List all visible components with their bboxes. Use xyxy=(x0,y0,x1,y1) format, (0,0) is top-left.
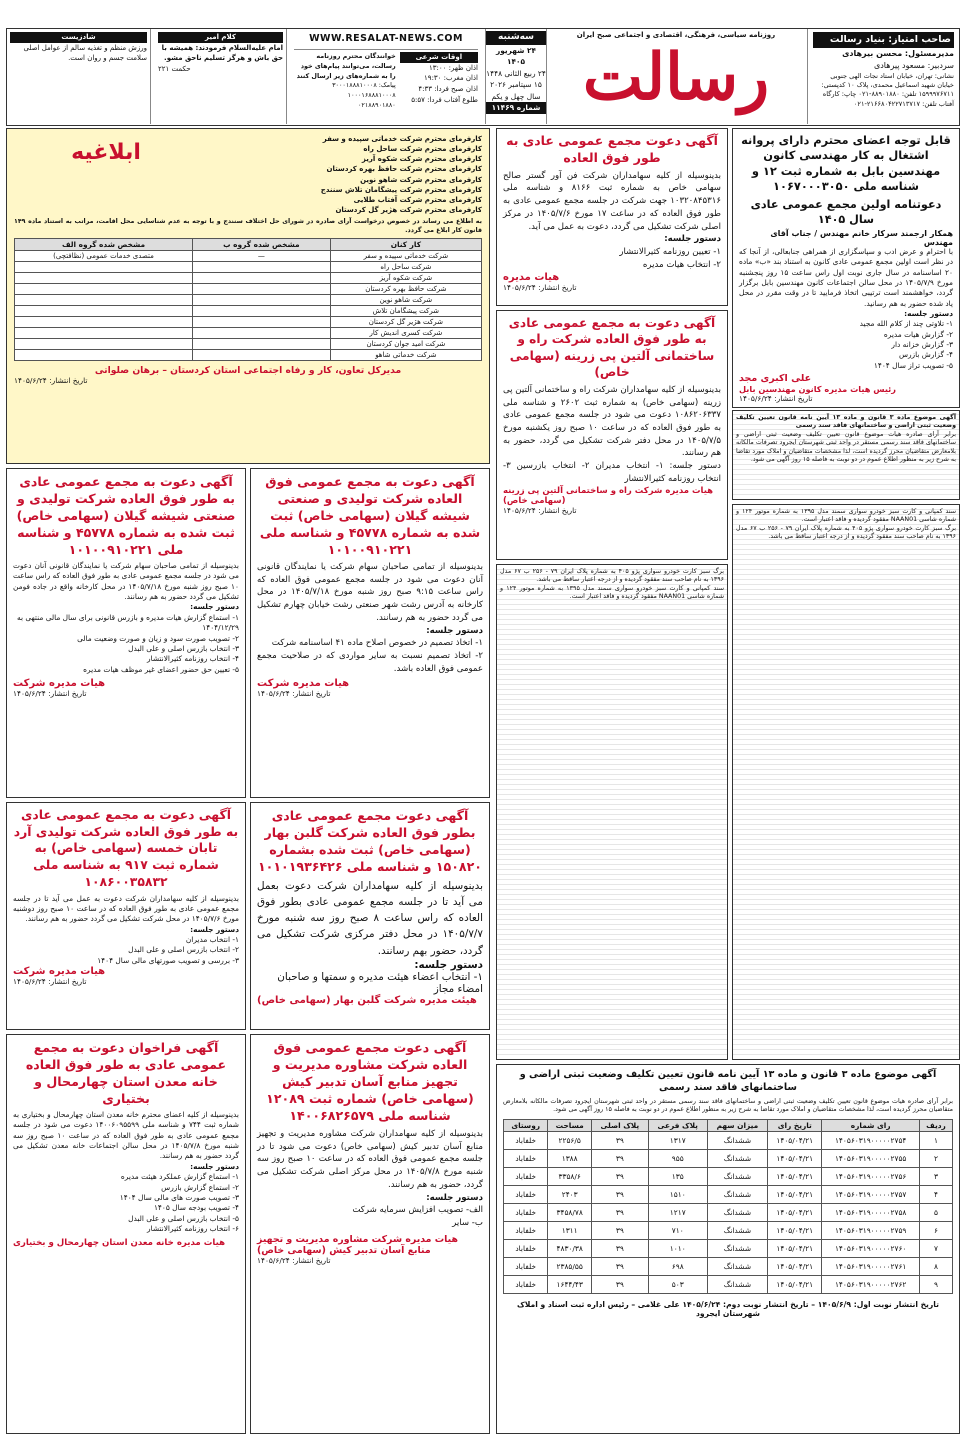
land-table-footer: تاریخ انتشار نوبت اول: ۱۴۰۵/۶/۹ – تاریخ انتشار نوبت دوم: ۱۴۰۵/۶/۲۴ علی غلامی – رئیس اداره ثبت اسناد و املاک شهرستان ایجرود xyxy=(517,1299,939,1318)
ad-body: بدینوسیله از تمامی صاحبان سهام شرکت یا نمایندگان قانونی آنان دعوت می شود در جلسه مجمع عمومی فوق العاده که راس ساعت ۹:۱۵ صبح روز شنبه مورخ ۱۴۰۵/۷/۱۸ در محل کارخانه به آدرس رشت شهر صنعتی رشت خیابان چهارم تشکیل می گردد حضور به هم رسانند. xyxy=(257,562,483,623)
prayer-line: اذان ظهر: ۱۳:۰۰ xyxy=(428,63,478,72)
agenda-item: دستور جلسه: ۱- انتخاب مدیران ۲- انتخاب بازرسین ۳- انتخاب روزنامه کثیرالانتشار xyxy=(503,461,721,484)
masthead xyxy=(6,28,960,126)
table-cell xyxy=(193,295,331,306)
agenda-item: ۴- انتخاب روزنامه کثیرالانتشار xyxy=(147,654,239,664)
ad-title: آگهی دعوت به مجمع عمومی عادی به طور فوق العاده شرکت تولیدی و صنعتی شیشه گیلان (سهامی خاص) ثبت شده به شماره ۴۵۷۷۸ و شناسه ملی ۱۰۱۰۰۹۱۰۲۲۱ xyxy=(16,474,236,557)
contact-box xyxy=(291,29,481,124)
manager-label: مدیرمسئول: محسن بیرهادی xyxy=(842,49,954,59)
table-cell xyxy=(15,306,193,317)
table-row xyxy=(504,1149,953,1167)
agenda-item: ۱- تلاوتی چند از کلام الله مجید xyxy=(859,319,953,329)
ad-title: آگهی دعوت مجمع عمومی فوق العاده شرکت مشاوره مدیریت و تجهیز منابع آسان تدبیر کیش (سهامی خاص) شماره ثبت ۱۲۰۸۹ شناسه ملی ۱۴۰۰۶۸۲۶۵۷۹ xyxy=(266,1040,474,1123)
table-cell: ۱۴۰۵۶۰۳۱۹۰۰۰۰۰۲۷۵۷ xyxy=(822,1185,919,1203)
table-row xyxy=(504,1275,953,1293)
eblaghieh-footer: مدیرکل تعاون، کار و رفاه اجتماعی استان کردستان – برهان صلواتی xyxy=(94,365,402,376)
table-cell xyxy=(193,350,331,361)
agenda-item: ۲- انتخاب بازرس اصلی و علی البدل xyxy=(128,945,239,955)
table-cell: شرکت پیشگامان تلاش xyxy=(330,306,481,317)
date-box xyxy=(485,29,547,124)
table-header: کار کنان xyxy=(330,239,481,251)
table-cell: شرکت حافظ بهره کردستان xyxy=(330,284,481,295)
table-cell: ۱۴۰۵/۰۴/۲۱ xyxy=(768,1149,822,1167)
table-cell: خلفاباد xyxy=(504,1131,548,1149)
table-cell xyxy=(193,306,331,317)
table-cell: خلفاباد xyxy=(504,1221,548,1239)
sms-number: پیامک: ۳۰۰۰۱۸۸۸۱۰۰۰۸ xyxy=(332,81,396,90)
pub-date: تاریخ انتشار: ۱۴۰۵/۶/۲۴ xyxy=(257,689,331,699)
ad-kanoon-babol xyxy=(732,128,960,408)
table-cell: ۱۳۱۷ xyxy=(648,1131,707,1149)
agenda-item: ۲- گزارش هیات مدیره xyxy=(883,329,953,339)
table-cell: ۱۲۱۷ xyxy=(648,1203,707,1221)
table-cell: خلفاباد xyxy=(504,1239,548,1257)
table-cell: ۳۴۵۸/۷۸ xyxy=(548,1203,592,1221)
pub-date: تاریخ انتشار: ۱۴۰۵/۶/۲۴ xyxy=(257,1255,331,1265)
table-cell: خلفاباد xyxy=(504,1167,548,1185)
lost-doc-item: سند کمپانی و کارت سبز خودرو سواری سمند مدل ۱۳۹۵ به شماره موتور ۱۲۴ و شماره شاسی NAAN01 مفقود گردیده و فاقد اعتبار است. xyxy=(736,508,957,524)
signer-role: رئیس هیات مدیره کانون مهندسین بابل xyxy=(739,384,896,395)
agenda-item: ۱- استماع گزارش عملکرد هیئت مدیره xyxy=(120,1172,239,1182)
health-text: ورزش منظم و تغذیه سالم از عوامل اصلی سلامت جسم و روان است. xyxy=(23,43,147,62)
agenda-item: ۵- تصویب تراز سال ۱۴۰۴ xyxy=(873,360,953,370)
pub-date: تاریخ انتشار: ۱۴۰۵/۶/۲۴ xyxy=(503,282,577,292)
pub-date: تاریخ انتشار: ۱۴۰۵/۶/۲۴ xyxy=(14,376,88,385)
agenda-title: دستور جلسه: xyxy=(904,308,953,318)
table-cell xyxy=(193,328,331,339)
table-cell xyxy=(193,262,331,273)
table-cell: ۴ xyxy=(919,1185,952,1203)
table-cell: ۱۴۰۵۶۰۳۱۹۰۰۰۰۰۲۷۵۴ xyxy=(822,1131,919,1149)
table-cell: ۳۹ xyxy=(591,1131,648,1149)
agenda-item: ۲- تصویب صورت سود و زیان و صورت وضعیت مالی xyxy=(77,633,239,643)
rights-body: برابر آرای صادره هیات موضوع قانون تعیین تکلیف وضعیت ثبتی اراضی و ساختمانهای فاقد سند رسمی مستقر در واحد ثبتی شهرستان ایجرود تصرفات مالکانه بلامعارض متقاضیان محرز گردیده است، لذا مشخصات متقاضیان و املاک مورد تقاضا به شرح زیر به منظور اطلاع عموم در دو نوبت به فاصله ۱۵ روز آگهی می شود. xyxy=(736,430,956,464)
table-cell: ۱۴۰۵۶۰۳۱۹۰۰۰۰۰۲۷۶۰ xyxy=(822,1239,919,1257)
ad-body: بدینوسیله از کلیه سهامداران شرکت مشاوره مدیریت و تجهیز منابع آسان تدبیر کیش (سهامی خاص) دعوت می شود تا در جلسه مجمع عمومی فوق العاده که در ساعت ۱۰ صبح روز سه شنبه مورخ ۱۴۰۵/۷/۸ در محل مرکز اصلی شرکت تشکیل می گردد، حضور به هم رسانند. xyxy=(257,1129,484,1190)
agenda-item: ۶- انتخاب روزنامه کثیرالانتشار xyxy=(147,1223,239,1233)
table-row xyxy=(15,306,482,317)
recipient: کارفرمای محترم شرکت شکوه آریز xyxy=(361,155,482,164)
quote-text: امام علیه‌السلام فرمودند: همیشه با حق باش و هرگز تسلیم ناحق مشو. xyxy=(161,43,283,62)
table-cell xyxy=(193,317,331,328)
recipient: کارفرمای محترم شرکت خدماتی سپیده و سفر xyxy=(322,135,482,143)
signer-name: علی اکبری مجد xyxy=(739,373,812,385)
table-cell: ۱۴۰۵/۰۴/۲۱ xyxy=(768,1185,822,1203)
table-cell xyxy=(15,317,193,328)
table-cell: — xyxy=(193,251,331,262)
table-cell: ۳۹ xyxy=(591,1185,648,1203)
lost-doc-item: برگ سبز کارت خودرو سواری پژو ۴۰۵ به شماره پلاک ایران ۷۹ - ۲۵۶ ب ۶۷ مدل ۱۳۹۶ به نام صاحب سند مفقود گردیده و از درجه اعتبار ساقط می باشد. xyxy=(736,524,956,541)
table-cell: ۲ xyxy=(919,1149,952,1167)
health-box xyxy=(7,29,151,124)
table-cell: خلفاباد xyxy=(504,1257,548,1275)
recipient: کارفرمای محترم شرکت پیشگامان تلاش سنندج xyxy=(320,185,482,194)
table-cell: ششدانگ xyxy=(707,1131,767,1149)
table-row xyxy=(504,1167,953,1185)
table-cell: ۵۰۳ xyxy=(648,1275,707,1293)
agenda-item: ب- سایر xyxy=(452,1218,483,1229)
table-cell: ۱۴۰۵/۰۴/۲۱ xyxy=(768,1167,822,1185)
issue-number: شماره ۱۱۴۶۹ xyxy=(486,102,546,113)
table-cell: ۳۳۵۸/۶ xyxy=(548,1167,592,1185)
agenda-item: الف- تصویب افزایش سرمایه شرکت xyxy=(352,1205,483,1216)
table-cell: ۳۹ xyxy=(591,1149,648,1167)
weekday: سه‌شنبه xyxy=(486,31,546,45)
table-cell: ۱۴۰۵۶۰۳۱۹۰۰۰۰۰۲۷۵۶ xyxy=(822,1167,919,1185)
eblaghieh-title: ابلاغیه xyxy=(71,140,141,165)
table-header: پلاک فرعی xyxy=(648,1119,707,1131)
table-cell xyxy=(193,339,331,350)
table-cell: ۱۴۰۵/۰۴/۲۱ xyxy=(768,1131,822,1149)
ad-title: آگهی دعوت به مجمع عمومی عادی به طور فوق العاده شرکت تولیدی آرد تابان خمسه (سهامی خاص) به شماره ثبت ۹۱۷ به شناسه ملی ۱۰۸۶۰۰۳۵۸۳۲ xyxy=(13,807,239,889)
prayer-line: طلوع آفتاب فردا: ۵:۵۷ xyxy=(411,96,478,105)
table-cell xyxy=(15,328,193,339)
year-label: سال چهل و یکم xyxy=(491,91,541,101)
table-cell: ۷ xyxy=(919,1239,952,1257)
date-fa: ۲۴ شهریور ۱۴۰۵ xyxy=(495,45,536,67)
table-cell: ۲۳۸۵/۵۵ xyxy=(548,1257,592,1275)
table-cell: ششدانگ xyxy=(707,1203,767,1221)
recipient: کارفرمای محترم شرکت هژیر گل کردستان xyxy=(335,205,482,214)
table-header: میزان سهم xyxy=(707,1119,767,1131)
table-cell: ۲۲۵۶/۵ xyxy=(548,1131,592,1149)
table-cell: ۱۳۵ xyxy=(648,1167,707,1185)
agenda-item: دستور جلسه: xyxy=(190,924,239,934)
agenda-item: دستور جلسه: xyxy=(190,602,239,612)
ad-asan-tadbir-kish xyxy=(250,1034,490,1434)
table-cell xyxy=(193,284,331,295)
recipient: کارفرمای محترم شرکت حافظ بهره کردستان xyxy=(326,165,482,174)
agenda-item: دستور جلسه: xyxy=(190,1161,239,1171)
rights-notice xyxy=(732,410,960,500)
ad-khaneh-madan xyxy=(6,1034,246,1434)
table-row xyxy=(15,273,482,284)
tagline: روزنامه سیاسی، فرهنگی، اقتصادی و اجتماعی صبح ایران xyxy=(576,31,776,39)
ad-body: بدینوسیله از کلیه سهامداران شرکت دعوت بعمل می آید تا در جلسه مجمع عمومی عادی بطور فوق العاده که راس ساعت ۸ صبح روز سه شنبه مورخ ۱۴۰۵/۷/۷ در محل دفتر مرکزی شرکت تشکیل می گردد، حضور بهم رسانند. xyxy=(257,880,483,957)
signer: هیات مدیره شرکت xyxy=(257,678,350,690)
table-cell: خلفاباد xyxy=(504,1149,548,1167)
land-table-intro: برابر آرای صادره هیات موضوع قانون تعیین تکلیف وضعیت ثبتی اراضی و ساختمانهای فاقد سند رسمی مستقر در واحد ثبتی شهرستان ایجرود تصرفات مالکانه بلامعارض متقاضیان محرز گردیده است، لذا مشخصات متقاضیان و املاک مورد تقاضا به شرح زیر به منظور اطلاع عموم در دو نوبت به فاصله ۱۵ روز آگهی می شود. xyxy=(503,1097,953,1114)
table-cell: شرکت ساحل راه xyxy=(330,262,481,273)
table-cell: ۱۴۰۵/۰۴/۲۱ xyxy=(768,1257,822,1275)
lost-doc-item: سند کمپانی و کارت سبز خودرو سواری سمند مدل ۱۳۹۵ به شماره موتور ۱۲۴ و شماره شاسی NAAN01 مفقود گردیده و فاقد اعتبار است. xyxy=(500,584,725,601)
signer: هیات مدیره شرکت راه و ساختمانی آلتین پی زرینه (سهامی خاص) xyxy=(503,485,714,506)
lost-doc-item: برگ سبز کارت خودرو سواری پژو ۴۰۵ به شماره پلاک ایران ۷۹ - ۲۵۶ ب ۶۷ مدل ۱۳۹۶ به نام صاحب سند مفقود گردیده و از درجه اعتبار ساقط می باشد. xyxy=(500,568,724,584)
table-cell: شرکت خدماتی شاهو xyxy=(330,350,481,361)
table-header: مشخص شده گروه ب xyxy=(193,239,331,251)
table-cell: ۱۴۰۵/۰۴/۲۱ xyxy=(768,1203,822,1221)
ad-body: بدینوسیله از کلیه سهامداران شرکت راه و ساختمانی آلتین پی زرینه (سهامی خاص) به شماره ثبت ۲۶۰۲ و شناسه ملی ۱۰۸۶۲۰۶۳۳۷ دعوت می شود در جلسه مجمع عمومی عادی به طور فوق العاده که در ساعت ۱۰ صبح روز یکشنبه مورخ ۱۴۰۵/۷/۵ در محل دفتر شرکت تشکیل می گردد، حضور به هم رسانند. xyxy=(503,384,721,459)
table-cell: شرکت خدماتی سپیده و سفر xyxy=(330,251,481,262)
table-cell: ششدانگ xyxy=(707,1239,767,1257)
signer: هیات مدیره شرکت xyxy=(13,966,106,978)
ad-title: قابل توجه اعضای محترم دارای پروانه اشتغال به کار مهندسی کانون مهندسین بابل به شماره ثبت ۱۲ و شناسه ملی ۱۰۶۷۰۰۰۳۰۵۰ xyxy=(741,133,951,194)
eblaghieh-table xyxy=(14,238,482,361)
lost-documents-right xyxy=(732,504,960,1060)
table-cell: ۱۳۸۸ xyxy=(548,1149,592,1167)
table-row xyxy=(504,1257,953,1275)
ad-fanavar-saleh xyxy=(496,128,728,306)
table-cell: ۱۴۰۵/۰۴/۲۱ xyxy=(768,1221,822,1239)
agenda-item: ۵- تعیین حق حضور اعضای غیر موظف هیات مدیره xyxy=(83,664,239,674)
land-registration-notice xyxy=(496,1064,960,1434)
table-cell: ۱۴۰۵/۰۴/۲۱ xyxy=(768,1239,822,1257)
table-cell: ۱۳۱۱ xyxy=(548,1221,592,1239)
table-cell: ۳۹ xyxy=(591,1257,648,1275)
table-header: مساحت xyxy=(548,1119,592,1131)
table-cell: ۴۸۳۰/۳۸ xyxy=(548,1239,592,1257)
table-cell: ۵ xyxy=(919,1203,952,1221)
fax-number: ۰۲۱۸۸۹۰۱۸۸۰ xyxy=(357,101,396,110)
table-cell: ۸ xyxy=(919,1257,952,1275)
agenda-item: ۴- تصویب بودجه سال ۱۴۰۵ xyxy=(153,1203,239,1213)
land-table xyxy=(503,1119,953,1294)
table-cell: شرکت هژیر گل کردستان xyxy=(330,317,481,328)
table-cell: ۱۰۱۰ xyxy=(648,1239,707,1257)
table-cell: ۱۵۱۰ xyxy=(648,1185,707,1203)
table-row xyxy=(504,1203,953,1221)
table-cell: ۳۹ xyxy=(591,1203,648,1221)
logo xyxy=(551,29,801,124)
publisher-info xyxy=(807,29,959,124)
eblaghieh-notice xyxy=(6,128,490,464)
table-header: تاریخ رای xyxy=(768,1119,822,1131)
agenda-item: ۱- انتخاب اعضاء هیئت مدیره و سمتها و صاحبان امضاء مجاز xyxy=(277,970,483,995)
website-link[interactable]: WWW.RESALAT-NEWS.COM xyxy=(294,32,478,50)
agenda-item: دستور جلسه: xyxy=(414,958,483,971)
agenda-item: ۲- اتخاذ تصمیم نسبت به سایر مواردی که در صلاحیت مجمع عمومی فوق العاده باشد. xyxy=(257,651,483,674)
table-cell: ۱۴۰۵۶۰۳۱۹۰۰۰۰۰۲۷۵۵ xyxy=(822,1149,919,1167)
ad-title: آگهی فراخوان دعوت به مجمع عمومی عادی به طور فوق العاده خانه معدن استان چهارمحال و بختیاری xyxy=(25,1040,227,1106)
table-cell: ۳۹ xyxy=(591,1221,648,1239)
table-cell: ۱۴۰۵/۰۴/۲۱ xyxy=(768,1275,822,1293)
agenda-item: ۱- تعیین روزنامه کثیرالانتشار xyxy=(619,247,721,258)
table-row xyxy=(15,284,482,295)
pub-date: تاریخ انتشار: ۱۴۰۵/۶/۲۴ xyxy=(503,505,577,515)
table-row xyxy=(15,328,482,339)
table-cell: شرکت شکوه آریز xyxy=(330,273,481,284)
land-table-title: آگهی موضوع ماده ۳ قانون و ماده ۱۳ آیین نامه قانون تعیین تکلیف وضعیت ثبتی اراضی و ساختمانهای فاقد سند رسمی xyxy=(519,1069,937,1093)
table-row xyxy=(504,1239,953,1257)
date-gregorian: ۱۵ سپتامبر ۲۰۲۶ xyxy=(490,80,542,90)
table-header: رای شماره xyxy=(822,1119,919,1131)
ad-body: بدینوسیله از تمامی صاحبان سهام شرکت یا نمایندگان قانونی آنان دعوت می شود در جلسه مجمع عمومی عادی به طور فوق العاده که راس ساعت ۱۰ صبح روز شنبه مورخ ۱۴۰۵/۷/۱۸ در محل کارخانه واقع در جاده فومن تشکیل می گردد حضور به هم رسانند. xyxy=(13,561,239,602)
agenda-item: ۱- استماع گزارش هیات مدیره و بازرس قانونی برای سال مالی منتهی به ۱۴۰۴/۱۲/۲۹ xyxy=(16,612,239,633)
table-cell: خلفاباد xyxy=(504,1275,548,1293)
table-cell: ۹ xyxy=(919,1275,952,1293)
agenda-item: دستور جلسه: xyxy=(664,234,721,245)
signer: هیات مدیره خانه معدن استان چهارمحال و بختیاری xyxy=(13,1238,226,1249)
recipient: کارفرمای محترم شرکت آفتاب طلایی xyxy=(353,195,482,204)
table-cell: ۱۶۴۴/۴۳ xyxy=(548,1275,592,1293)
agenda-item: دستور جلسه: xyxy=(426,625,483,636)
table-cell xyxy=(15,273,193,284)
agenda-item: ۲- انتخاب هیات مدیره xyxy=(642,259,721,270)
table-row xyxy=(15,317,482,328)
table-cell: ۹۵۵ xyxy=(648,1149,707,1167)
table-cell: ۳۹ xyxy=(591,1275,648,1293)
table-cell: ۳ xyxy=(919,1167,952,1185)
health-title: شادزیست xyxy=(10,32,147,43)
table-cell xyxy=(15,262,193,273)
table-header: پلاک اصلی xyxy=(591,1119,648,1131)
table-row xyxy=(15,339,482,350)
ad-body: بدینوسیله از کلیه سهامداران شرکت دعوت به عمل می آید تا در جلسه مجمع عمومی عادی به طور فوق العاده که در ساعت ۱۰ صبح روز دوشنبه مورخ ۱۴۰۵/۷/۶ در محل شرکت تشکیل می گردد حضور به هم رسانند. xyxy=(13,893,239,924)
pub-date: تاریخ انتشار: ۱۴۰۵/۶/۲۴ xyxy=(13,977,87,987)
table-row xyxy=(15,295,482,306)
table-cell: ششدانگ xyxy=(707,1149,767,1167)
table-cell: خلفاباد xyxy=(504,1185,548,1203)
agenda-item: ۵- انتخاب بازرس اصلی و علی البدل xyxy=(128,1213,239,1223)
eblaghieh-body: به اطلاع می رساند در خصوص درخواست آرای صادره در شورای حل اختلاف سنندج و با توجه به عدم شناسایی محل اقامت، مراتب به استناد ماده ۱۴۹ قانون کار ابلاغ می گردد. xyxy=(14,218,482,234)
ad-body: بدینوسیله از کلیه سهامداران شرکت فن آور گستر صالح سهامی خاص به شماره ثبت ۸۱۶۶ و شناسه ملی ۱۰۳۲۰۸۴۵۳۱۶ جهت شرکت در جلسه مجمع عمومی عادی به طور فوق العاده که در ساعت ۱۷ مورخ ۱۴۰۵/۷/۶ در مرکز اصلی شرکت تشکیل می گردد، دعوت به عمل می آید. xyxy=(503,170,721,232)
table-row xyxy=(15,251,482,262)
table-header: ردیف xyxy=(919,1119,952,1131)
ad-body: بدینوسیله از کلیه اعضای محترم خانه معدن استان چهارمحال و بختیاری به شماره ثبت ۷۴۴ و شناسه ملی ۱۴۰۰۶۰۹۵۵۹۹ دعوت می شود در جلسه مجمع عمومی عادی به طور فوق العاده که در ساعت ۱۰ صبح روز سه شنبه مورخ ۱۴۰۵/۷/۸ در محل سالن اجتماعات خانه معدن تشکیل می گردد حضور به هم رسانند. xyxy=(13,1110,240,1161)
agenda-item: ۳- انتخاب بازرس اصلی و علی البدل xyxy=(128,643,239,653)
table-cell: شرکت امید جوان کردستان xyxy=(330,339,481,350)
table-cell: ۶۹۸ xyxy=(648,1257,707,1275)
ad-title: آگهی دعوت مجمع عمومی عادی بطور فوق العاده شرکت گلبن بهار (سهامی خاص) ثبت شده بشماره ۱۵۰۸۲۰ و شناسه ملی ۱۰۱۰۱۹۳۶۴۲۶ xyxy=(257,808,482,874)
table-cell: ۳۹ xyxy=(591,1167,648,1185)
table-cell: ۷۱۰ xyxy=(648,1221,707,1239)
prayer-line: اذان صبح فردا: ۴:۳۳ xyxy=(418,85,478,94)
table-cell: ششدانگ xyxy=(707,1257,767,1275)
agenda-item: ۴- گزارش بازرس xyxy=(898,350,953,360)
lost-documents-column xyxy=(496,564,728,1060)
agenda-item: دستور جلسه: xyxy=(426,1192,483,1203)
ad-golbon-bahar xyxy=(250,802,490,1030)
ad-title: آگهی دعوت به مجمع عمومی فوق العاده شرکت تولیدی و صنعتی شیشه گیلان (سهامی خاص) ثبت شده به شماره ۴۵۷۷۸ و شناسه ملی ۱۰۱۰۰۹۱۰۲۲۱ xyxy=(259,474,481,557)
agenda-item: ۳- گزارش خزانه دار xyxy=(891,340,953,350)
table-cell: خلفاباد xyxy=(504,1203,548,1221)
table-cell xyxy=(15,284,193,295)
date-hijri: ۲۴ ربیع الثانی ۱۴۴۸ xyxy=(486,68,546,78)
table-cell: ششدانگ xyxy=(707,1221,767,1239)
table-cell: ۱۴۰۵۶۰۳۱۹۰۰۰۰۰۲۷۵۹ xyxy=(822,1221,919,1239)
ad-title: آگهی دعوت به مجمع عمومی عادی به طور فوق العاده شرکت راه و ساختمانی آلتین پی زرینه (سهامی خاص) xyxy=(508,316,716,380)
table-cell: ۶ xyxy=(919,1221,952,1239)
ad-shisheh-gilan-adi xyxy=(6,468,246,798)
publisher-label: صاحب امتیاز: بنیاد رسالت xyxy=(813,32,954,48)
ad-altin-pey xyxy=(496,310,728,560)
ad-ard-taban xyxy=(6,802,246,1030)
address-text: نشانی: تهران، خیابان استاد نجات الهی جنوبی خیابان شهید اسماعیل محمدی، پلاک ۱۰ کدپستی: ۱۵۹۹۹۷۶۷۱۱ تلفن: ۸۸۹۰۱۸۸۰-۰۲۱ چاپ: کارگاه آفتاب تلفن: ۲۱۶۶۸۰۴۲۲۷۱۳۷۱۷-۰۲۱ xyxy=(821,72,954,108)
recipient: کارفرمای محترم شرکت شاهو نوین xyxy=(360,175,482,184)
agenda-item: ۲- استماع گزارش بازرس xyxy=(161,1182,239,1192)
editor-label: سردبیر: مسعود پیرهادی xyxy=(873,61,954,71)
table-cell: ۱ xyxy=(919,1131,952,1149)
table-header: مشخص شده گروه الف xyxy=(15,239,193,251)
table-header: روستای xyxy=(504,1119,548,1131)
agenda-item: ۱- اتخاذ تصمیم در خصوص اصلاح ماده ۴۱ اساسنامه شرکت xyxy=(271,638,483,649)
ad-lead: همکار ارجمند سرکار خانم مهندس / جناب آقای مهندس xyxy=(770,228,953,247)
table-cell: ۱۴۰۵۶۰۳۱۹۰۰۰۰۰۲۷۵۸ xyxy=(822,1203,919,1221)
table-cell: ششدانگ xyxy=(707,1167,767,1185)
rights-intro: آگهی موضوع ماده ۳ قانون و ماده ۱۳ آیین نامه قانون تعیین تکلیف وضعیت ثبتی اراضی و ساختمانهای فاقد سند رسمی xyxy=(736,414,956,430)
prayer-title: اوقات شرعی xyxy=(400,52,478,63)
table-cell: ۳۹ xyxy=(591,1239,648,1257)
ad-subtitle: دعوتنامه اولین مجمع عمومی عادی سال ۱۴۰۵ xyxy=(750,197,942,226)
table-row xyxy=(504,1185,953,1203)
table-cell: ۲۴۰۳ xyxy=(548,1185,592,1203)
prayer-line: اذان مغرب: ۱۹:۳۰ xyxy=(424,74,478,83)
table-cell xyxy=(15,350,193,361)
pub-date: تاریخ انتشار: ۱۴۰۵/۶/۲۴ xyxy=(739,394,813,404)
table-cell: شرکت شاهو نوین xyxy=(330,295,481,306)
quote-box xyxy=(155,29,287,124)
table-cell xyxy=(15,295,193,306)
signer: هیات مدیره xyxy=(503,271,560,283)
table-cell: ۱۴۰۵۶۰۳۱۹۰۰۰۰۰۲۷۶۲ xyxy=(822,1275,919,1293)
phone-number: ۱۰۰۰۱۶۸۸۸۱۰۰۰۸ xyxy=(347,91,396,100)
ad-title: آگهی دعوت مجمع عمومی عادی به طور فوق العاده xyxy=(506,133,718,165)
logo-text: رسالت xyxy=(582,40,770,115)
table-cell: ششدانگ xyxy=(707,1185,767,1203)
ad-body: با احترام و عرض ادب و سپاسگزاری از همراهی جنابعالی، از آنجا که در نظر است اولین مجمع عمومی عادی کانون به استناد بند «ب» ماده ۲۰ اساسنامه در سال جاری نوبت اول راس ساعت ۱۵ روز پنجشنبه مورخ ۱۴۰۵/۷/۹ در محل سالن اجتماعات کانون مهندسین بابل برگزار گردد، خواهشمند است ترتیبی اتخاذ فرمایید تا در وقت مقرر در محل یاد شده حضور به هم رسانید. xyxy=(739,246,953,308)
signer: هیات مدیره شرکت مشاوره مدیریت و تجهیز منابع آسان تدبیر کیش (سهامی خاص) xyxy=(257,1233,458,1256)
table-cell: ۱۴۰۵۶۰۳۱۹۰۰۰۰۰۲۷۶۱ xyxy=(822,1257,919,1275)
pub-date: تاریخ انتشار: ۱۴۰۵/۶/۲۴ xyxy=(13,688,87,698)
table-row xyxy=(15,350,482,361)
table-cell: ششدانگ xyxy=(707,1275,767,1293)
table-cell xyxy=(15,339,193,350)
agenda-item: ۳- بررسی و تصویب صورتهای مالی سال ۱۴۰۴ xyxy=(97,955,239,965)
table-cell: متصدی خدمات عمومی (نظافتچی) xyxy=(15,251,193,262)
table-cell xyxy=(193,273,331,284)
agenda-item: ۳- تصویب صورت های مالی سال ۱۴۰۴ xyxy=(119,1192,239,1202)
table-row xyxy=(504,1221,953,1239)
agenda-item: ۱- انتخاب مدیران xyxy=(185,935,239,945)
quote-title: کلام امیر xyxy=(158,32,283,43)
recipient: کارفرمای محترم شرکت ساحل راه xyxy=(363,145,482,154)
ad-shisheh-gilan-fogh xyxy=(250,468,490,798)
table-row xyxy=(504,1131,953,1149)
table-row xyxy=(15,262,482,273)
signer: هیئت مدیره شرکت گلبن بهار (سهامی خاص) xyxy=(257,994,477,1006)
reader-note: خوانندگان محترم روزنامه رسالت، می‌توانند پیام‌های خود را به شماره‌های زیر ارسال کنند xyxy=(296,51,396,80)
table-cell: شرکت کسری اندیش کار xyxy=(330,328,481,339)
quote-source: حکمت ۲۲۱ xyxy=(158,64,191,73)
signer: هیات مدیره شرکت xyxy=(13,677,106,689)
